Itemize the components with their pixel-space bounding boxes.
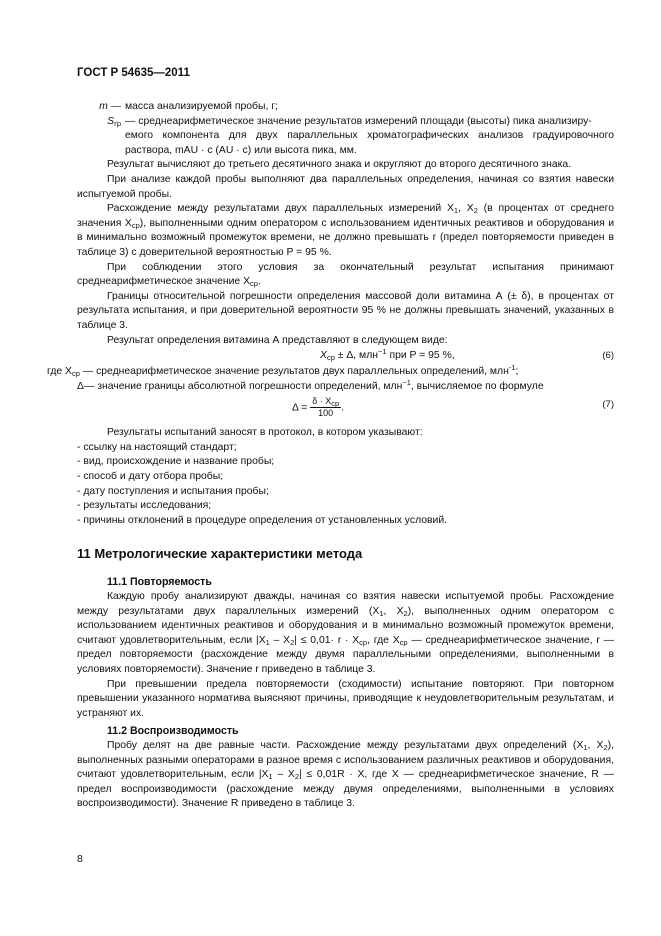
paragraph: Каждую пробу анализируют дважды, начиная со взятия навески испытуемой пробы. Расхождение между результатами двух параллельных измерений ($X_1$, $X_2$), выполненных одним оператором с использованием идентичных реактивов и оборудования и в минимально возможный промежуток времени, считают удовлетворительным, если $|X_1 - X_2| \le 0,01\cdot r \cdot X_{ср}$, где $X_{ср}$ — среднеарифметическое значение, r — предел повторяемости (расхождение между двумя параллельными определениями, выполненными в условиях повторяемости). Значение r приведено в таблице 3. <box>77 591 614 675</box>
paragraph: Результат вычисляют до третьего десятичного знака и округляют до второго десятичного знака. <box>107 159 572 171</box>
protocol-list-item: - вид, происхождение и название пробы; <box>77 456 275 468</box>
subsection-heading: 11.2 Воспроизводимость <box>107 725 239 738</box>
paragraph: Расхождение между результатами двух параллельных измерений $X_1$, $X_2$ (в процентах от среднего значения $X_{ср}$), выполненными одним оператором с использованием идентичных реактивов и оборудования и в минимально возможный промежуток времени, не должно превышать r (предел повторяемости приведен в таблице 3) с доверительной вероятностью P = 95 %. <box>77 203 615 258</box>
protocol-list-item: - способ и дату отбора пробы; <box>77 471 224 483</box>
paragraph: При превышении предела повторяемости (сходимости) испытание повторяют. При повторном превышении указанного норматива выясняют причины, приводящие к неудовлетворительным результатам, и устраняют их. <box>77 678 614 719</box>
formula-number: (7) <box>602 399 614 411</box>
paragraph: Пробу делят на две равные части. Расхождение между результатами двух определений ($X_1$, $X_2$), выполненных разными операторами в разное время с использованием различных реактивов и оборудования, считают удовлетворительным, если $|X_1 - X_2| \le 0,01R \cdot X$, где X — среднеарифметическое значение, R — предел воспроизводимости (расхождение между двумя определениями, выполненными в условиях воспроизводимости). Значение R приведено в таблице 3. <box>77 739 614 810</box>
subsection-heading: 11.1 Повторяемость <box>107 576 212 589</box>
standard-header: ГОСТ Р 54635—2011 <box>77 67 190 79</box>
paragraph: Результаты испытаний заносят в протокол, в котором указывают: <box>107 427 423 439</box>
protocol-list-item: - результаты исследования; <box>77 500 212 512</box>
protocol-list-item: - ссылку на настоящий стандарт; <box>77 441 237 453</box>
section-heading: 11 Метрологические характеристики метода <box>77 546 363 562</box>
paragraph: При анализе каждой пробы выполняют два параллельных определения, начиная со взятия навески испытуемой пробы. <box>77 173 614 200</box>
fraction: $\frac{\delta \cdot X_{ср}}{100}$ <box>312 396 340 419</box>
paragraph: При соблюдении этого условия за окончательный результат испытания принимают среднеарифметическое значение $X_{ср}$. <box>77 261 614 289</box>
formula-number: (6) <box>602 350 614 362</box>
definition-delta: Δ— значение границы абсолютной погрешности определений, млн$^{-1}$, вычисляемое по формуле <box>77 377 544 392</box>
protocol-list-item: - причины отклонений в процедуре определения от установленных условий. <box>77 514 448 526</box>
paragraph: Границы относительной погрешности определения массовой доли витамина А (± δ), в процентах от результата испытания, и при доверительной вероятности 95 % не должны превышать значений, указанных в таблице 3. <box>77 290 614 331</box>
page-number: 8 <box>77 853 83 865</box>
definition-m: m — масса анализируемой пробы, г; <box>99 101 278 112</box>
protocol-list-item: - дату поступления и испытания пробы; <box>77 485 269 497</box>
definition-xsr: где $X_{ср}$ — среднеарифметическое значение результатов двух параллельных определений, млн$^{-1}$; <box>47 363 519 379</box>
formula-7: Δ = $\frac{\delta \cdot X_{ср}}{100}$ . (7) <box>292 396 614 419</box>
formula-6: $X_{ср} \pm \Delta$, млн$^{-1}$ при P = 95 %, (6) <box>320 347 614 363</box>
protocol-list <box>77 441 614 529</box>
paragraph: Результат определения витамина А представляют в следующем виде: <box>107 334 448 346</box>
definition-s: $S_{гр}$ — среднеарифметическое значение результатов измерений площади (высоты) пика анализиру- <box>107 115 592 128</box>
page-body <box>47 100 615 812</box>
definition-s-cont: емого компонента для двух параллельных хроматографических анализов градуировочного раствора, mAU · с (AU · с) или высота пика, мм. <box>125 130 614 156</box>
